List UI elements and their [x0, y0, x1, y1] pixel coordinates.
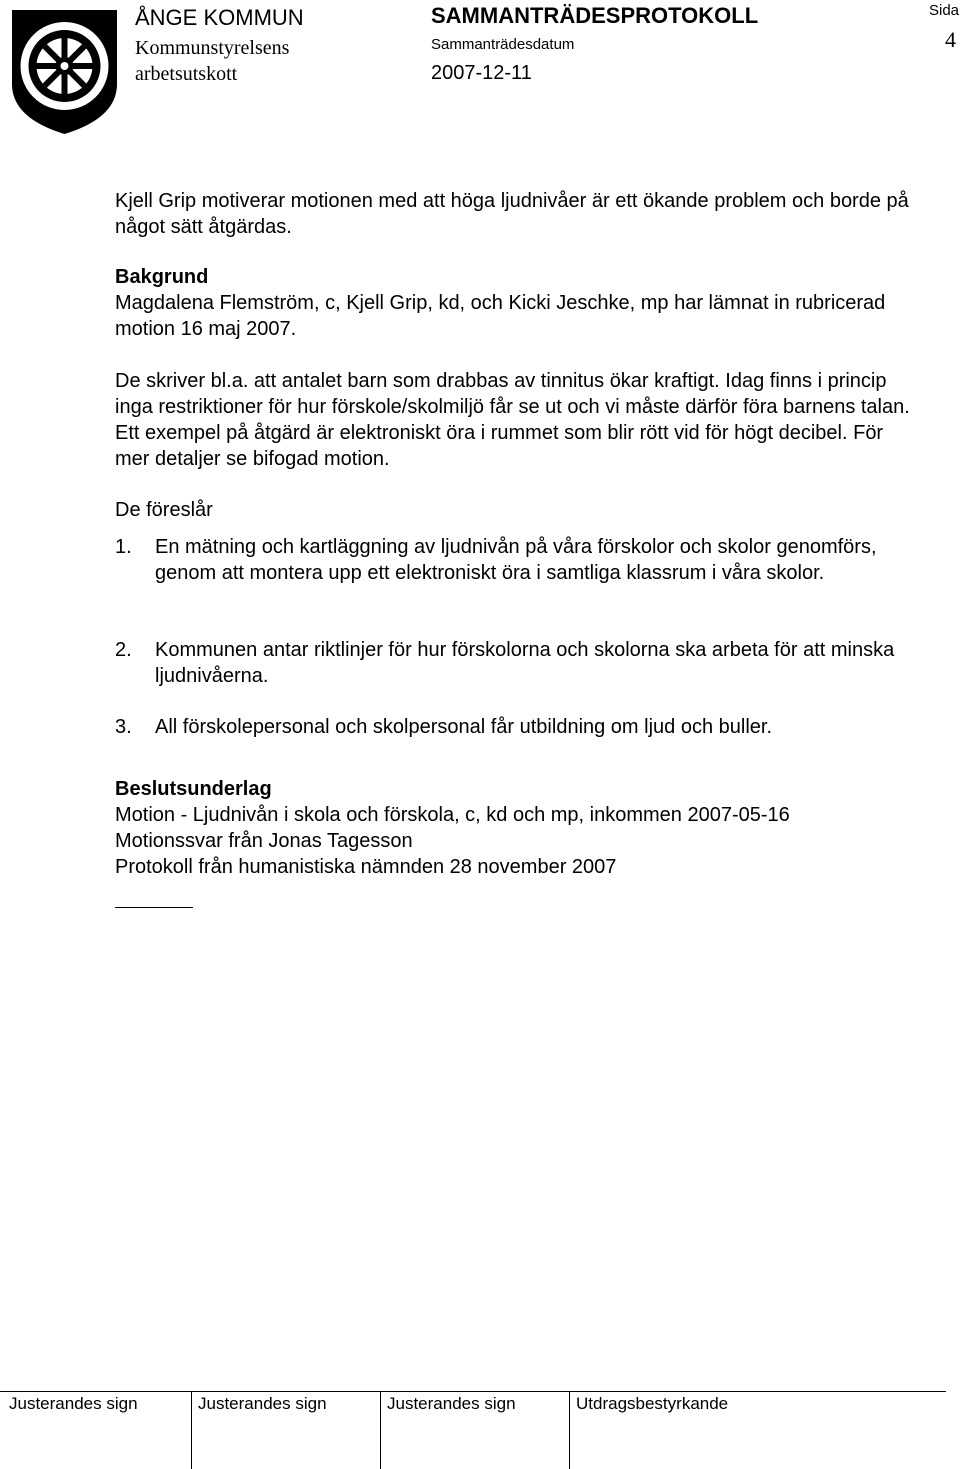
intro-text: Kjell Grip motiverar motionen med att höga ljudnivåer är ett ökande problem och borde på något sätt åtgärdas. [115, 190, 909, 238]
proposal-number: 3. [115, 716, 132, 738]
organization-name: ÅNGE KOMMUN [135, 5, 304, 30]
background-section [115, 264, 915, 342]
proposal-text: Kommunen antar riktlinjer för hur förskolorna och skolorna ska arbeta för att minska ljudnivåerna. [155, 639, 895, 687]
proposals-heading-block [115, 497, 915, 523]
proposal-text: En mätning och kartläggning av ljudnivån på våra förskolor och skolor genomförs, genom att montera upp ett elektroniskt öra i samtliga klassrum i våra skolor. [155, 536, 877, 584]
signature-label-3: Justerandes sign [387, 1394, 516, 1413]
committee-name-line2: arbetsutskott [135, 63, 238, 85]
decision-basis-item: Protokoll från humanistiska nämnden 28 november 2007 [115, 856, 617, 878]
page-number: 4 [945, 27, 956, 52]
signature-label-1: Justerandes sign [9, 1394, 138, 1413]
proposal-text: All förskolepersonal och skolpersonal får utbildning om ljud och buller. [155, 716, 773, 738]
certification-label: Utdragsbestyrkande [576, 1394, 729, 1413]
signature-divider [191, 1391, 192, 1469]
decision-basis-heading: Beslutsunderlag [115, 778, 272, 800]
proposal-item-1 [115, 534, 915, 586]
page-label: Sida [929, 2, 960, 19]
intro-paragraph [115, 188, 915, 240]
meeting-date: 2007-12-11 [431, 62, 532, 84]
decision-basis-item: Motion - Ljudnivån i skola och förskola, c, kd och mp, inkommen 2007-05-16 [115, 804, 790, 826]
proposals-heading: De föreslår [115, 499, 213, 521]
background-heading: Bakgrund [115, 266, 209, 288]
description-text: De skriver bl.a. att antalet barn som drabbas av tinnitus ökar kraftigt. Idag finns i princip inga restriktioner för hur förskole/skolmiljö får se ut och vi måste därför föra barnens talan. Ett exempel på åtgärd är elektroniskt öra i rummet som blir rött vid för högt decibel. För mer detaljer se bifogad motion. [115, 370, 910, 470]
proposal-number: 1. [115, 536, 132, 558]
description-paragraph [115, 368, 915, 472]
municipality-coat-of-arms-logo [8, 6, 121, 136]
decision-basis-item: Motionssvar från Jonas Tagesson [115, 830, 413, 852]
background-text: Magdalena Flemström, c, Kjell Grip, kd, och Kicki Jeschke, mp har lämnat in rubricerad motion 16 maj 2007. [115, 292, 886, 340]
committee-name-line1: Kommunstyrelsens [135, 37, 290, 59]
signature-footer-rule [0, 1391, 946, 1392]
meeting-date-label: Sammanträdesdatum [431, 36, 575, 53]
section-end-rule [115, 907, 193, 908]
document-type-title: SAMMANTRÄDESPROTOKOLL [431, 3, 759, 28]
proposal-item-3 [115, 714, 915, 740]
proposal-item-2 [115, 637, 915, 689]
signature-divider [380, 1391, 381, 1469]
signature-label-2: Justerandes sign [198, 1394, 327, 1413]
decision-basis-section [115, 776, 915, 880]
signature-divider [569, 1391, 570, 1469]
proposal-number: 2. [115, 639, 132, 661]
